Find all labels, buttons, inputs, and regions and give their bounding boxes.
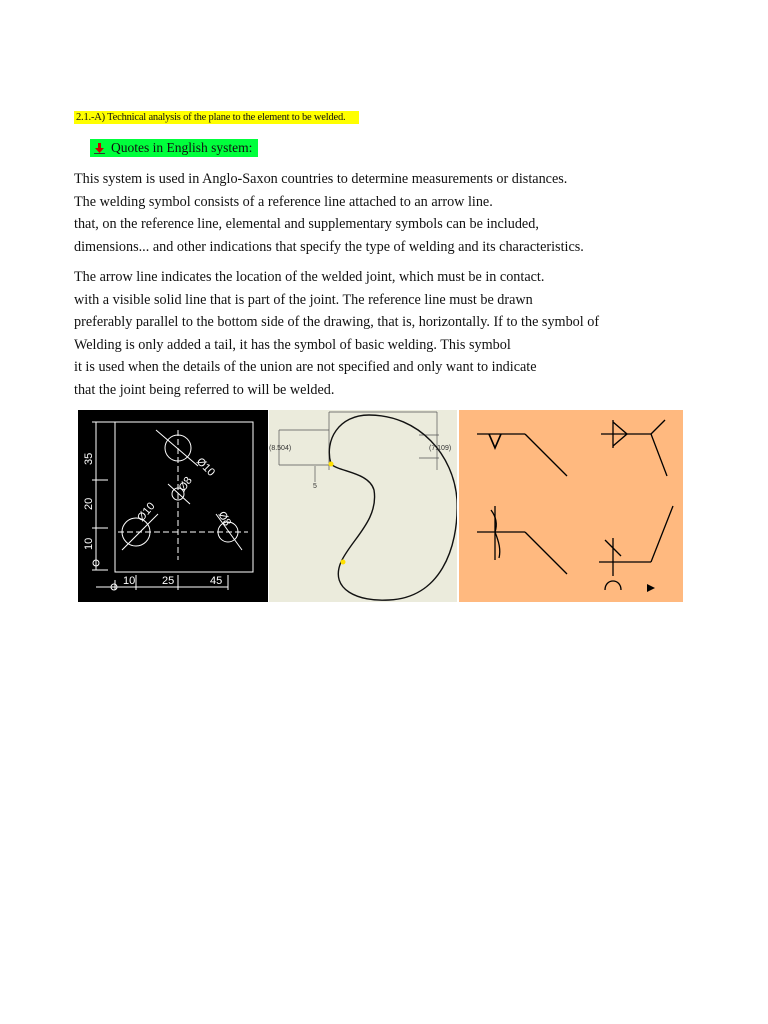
hole-label-4: Ø8 bbox=[215, 509, 234, 529]
dim-20: 20 bbox=[83, 497, 95, 510]
paragraph-line: This system is used in Anglo-Saxon countries to determine measurements or distances. bbox=[74, 171, 568, 187]
hole-label-1: Ø10 bbox=[193, 455, 218, 479]
paragraph-line: it is used when the details of the union are not specified and only want to indicate bbox=[74, 359, 537, 376]
paragraph-1 bbox=[74, 168, 584, 258]
figure-plate-drawing bbox=[78, 410, 268, 602]
figure-welding-symbols bbox=[459, 410, 683, 602]
paragraph-line: dimensions... and other indications that specify the type of welding and its characteristics. bbox=[74, 238, 584, 255]
subheading bbox=[90, 139, 258, 157]
paragraph-line: that the joint being referred to will be welded. bbox=[74, 381, 335, 398]
dim-small: 5 bbox=[313, 483, 317, 490]
dim-45: 45 bbox=[210, 575, 223, 587]
paragraph-line: with a visible solid line that is part of the joint. The reference line must be drawn bbox=[74, 291, 533, 308]
section-heading: 2.1.-A) Technical analysis of the plane to the element to be welded. bbox=[74, 111, 359, 124]
paragraph-line: The arrow line indicates the location of the welded joint, which must be in contact. bbox=[74, 269, 545, 285]
dim-10-horizontal: 10 bbox=[123, 575, 136, 587]
dim-35: 35 bbox=[83, 452, 95, 465]
paragraph-line: The welding symbol consists of a reference line attached to an arrow line. bbox=[74, 193, 493, 210]
arrow-down-bullet-icon bbox=[94, 143, 105, 154]
hole-label-3: Ø8 bbox=[176, 474, 195, 494]
paragraph-2 bbox=[74, 266, 599, 402]
figure-curve-sketch bbox=[269, 410, 457, 602]
dim-right: (7.109) bbox=[429, 445, 452, 452]
dim-10-vertical: 10 bbox=[83, 537, 95, 550]
hole-label-2: Ø10 bbox=[135, 500, 158, 524]
dim-left: (8.504) bbox=[269, 445, 292, 452]
paragraph-line: Welding is only added a tail, it has the symbol of basic welding. This symbol bbox=[74, 336, 511, 353]
subheading-text: Quotes in English system: bbox=[111, 140, 253, 155]
paragraph-line: that, on the reference line, elemental and supplementary symbols can be included, bbox=[74, 216, 539, 233]
dim-25: 25 bbox=[162, 575, 175, 587]
paragraph-line: preferably parallel to the bottom side of the drawing, that is, horizontally. If to the symbol of bbox=[74, 314, 600, 331]
